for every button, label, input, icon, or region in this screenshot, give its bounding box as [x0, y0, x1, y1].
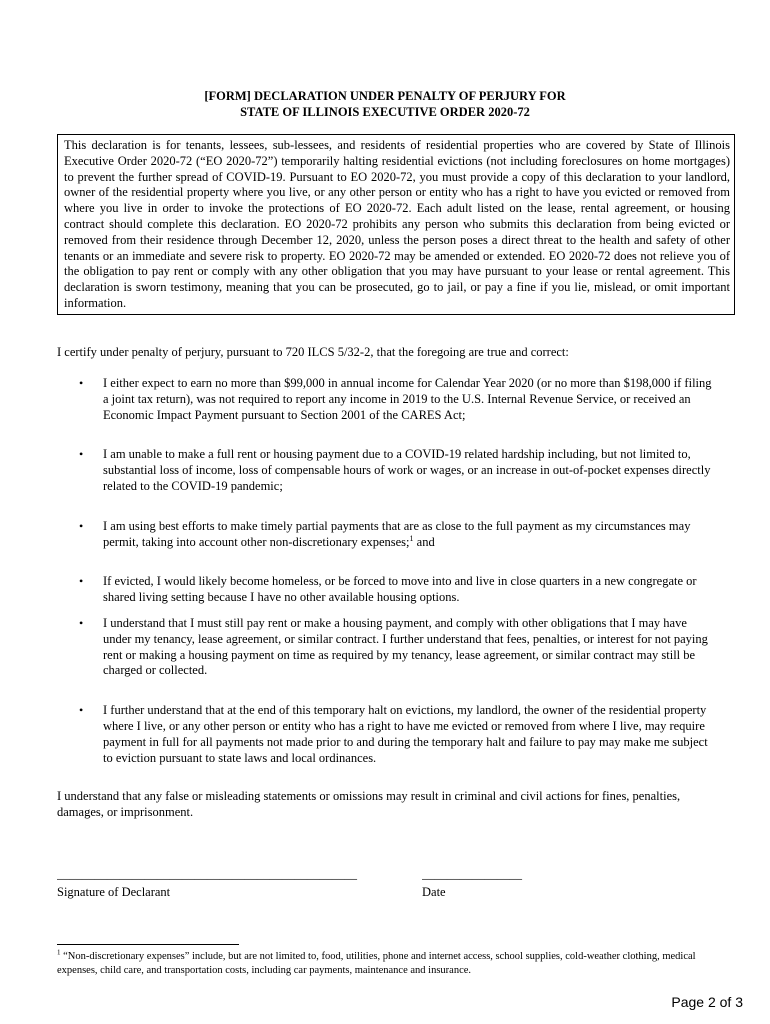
list-item-text: If evicted, I would likely become homeless, or be forced to move into and live in close quarters in a new congregate or shared living setting because I have no other available housing options. [103, 574, 697, 605]
title-line-2: STATE OF ILLINOIS EXECUTIVE ORDER 2020-72 [240, 105, 530, 119]
list-item [57, 574, 717, 606]
acknowledgement-statement: I understand that any false or misleading statements or omissions may result in criminal and civil actions for fines, penalties, damages, or imprisonment. [57, 789, 681, 819]
bullet-icon: • [79, 376, 84, 390]
footnote-reference: 1 [409, 533, 414, 543]
footnote-divider [57, 944, 239, 945]
bullet-icon: • [79, 447, 84, 462]
list-item-text: I am using best efforts to make timely partial payments that are as close to the full payment as my circumstances may permit, taking into account other non-discretionary expenses; [103, 518, 691, 549]
footnote-marker: 1 [57, 948, 61, 957]
signature-line[interactable]: ________________________________________________ [57, 867, 357, 881]
list-item-text: I understand that I must still pay rent or make a housing payment, and comply with other obligations that I may have under my tenancy, lease agreement, or similar contract. I further understand that fees, penalties, or interest for not paying rent or making a housing payment on time as required by my tenancy, lease agreement, or similar contract may still be charged or collected. [103, 615, 708, 678]
footnote [57, 950, 717, 978]
document-title [0, 88, 770, 120]
date-line[interactable]: ________________ [422, 867, 522, 881]
signature-label: Signature of Declarant [57, 885, 171, 899]
footnote-text: “Non-discretionary expenses” include, but are not limited to, food, utilities, phone and internet access, school supplies, cold-weather clothing, medical expenses, child care, and transportation costs, including car payments, maintenance and insurance. [57, 951, 696, 976]
notice-box: This declaration is for tenants, lessees, sub-lessees, and residents of residential properties who are covered by State of Illinois Executive Order 2020-72 (“EO 2020-72”) temporarily halting residential evictions (not including foreclosures on home mortgages) to prevent the further spread of COVID-19. Pursuant to EO 2020-72, you must provide a copy of this declaration to your landlord, owner of the residential property where you live, or any other person or entity who has a right to have you evicted or removed from where you live in order to invoke the protections of EO 2020-72. Each adult listed on the lease, rental agreement, or housing contract should complete this declaration. EO 2020-72 prohibits any person who submits this declaration from being evicted or removed from their residence through December 12, 2020, unless the person poses a direct threat to the health and safety of other tenants or an immediate and severe risk to property. EO 2020-72 may be amended or extended. EO 2020-72 does not relieve you of the obligation to pay rent or comply with any other obligation that you may have pursuant to your lease or rental agreement. This declaration is sworn testimony, meaning that you can be prosecuted, go to jail, or pay a fine if you lie, mislead, or omit important information. [57, 134, 735, 315]
list-item [57, 447, 717, 494]
list-item [57, 703, 717, 766]
bullet-icon: • [79, 518, 84, 533]
bullet-icon: • [79, 574, 84, 589]
certification-statement: I certify under penalty of perjury, pursuant to 720 ILCS 5/32-2, that the foregoing are true and correct: [57, 345, 569, 359]
bullet-icon: • [79, 615, 84, 630]
title-line-1: [FORM] DECLARATION UNDER PENALTY OF PERJURY FOR [204, 89, 566, 103]
list-item [57, 616, 717, 679]
list-item [57, 376, 717, 423]
page-number: Page 2 of 3 [671, 994, 743, 1010]
list-item-text: I further understand that at the end of this temporary halt on evictions, my landlord, the owner of the residential property where I live, or any other person or entity who has a right to have me evicted or removed from where I live, may require payment in full for all payments not made prior to and during the temporary halt and failure to pay may make me subject to eviction pursuant to state laws and local ordinances. [103, 703, 708, 765]
date-label: Date [422, 885, 446, 899]
list-item-text: I am unable to make a full rent or housing payment due to a COVID-19 related hardship including, but not limited to, substantial loss of income, loss of compensable hours of work or wages, or an increase in out-of-pocket expenses directly related to the COVID-19 pandemic; [103, 447, 711, 493]
bullet-icon: • [79, 703, 84, 718]
list-item-text-end: and [413, 534, 435, 549]
list-item-text: I either expect to earn no more than $99,000 in annual income for Calendar Year 2020 (or no more than $198,000 if filing a joint tax return), was not required to report any income in 2019 to the U.S. Internal Revenue Service, or received an Economic Impact Payment pursuant to Section 2001 of the CARES Act; [103, 376, 712, 422]
list-item [57, 519, 717, 551]
declaration-list [57, 376, 717, 766]
